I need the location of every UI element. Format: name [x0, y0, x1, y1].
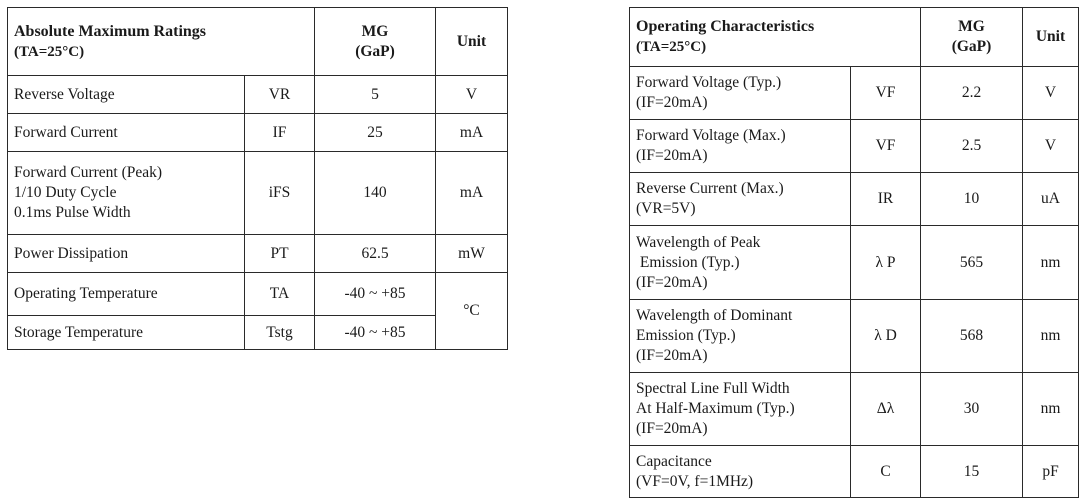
value-cell: 565 — [921, 226, 1023, 300]
table-condition: (TA=25°C) — [14, 43, 85, 60]
unit-cell: pF — [1023, 446, 1079, 498]
value-cell: 140 — [315, 152, 436, 235]
symbol-cell: Δλ — [851, 373, 921, 446]
table-title-cell — [8, 8, 315, 76]
param-cell: Forward Current (Peak) 1/10 Duty Cycle 0.1ms Pulse Width — [8, 152, 245, 235]
table-row — [630, 120, 1079, 173]
symbol-cell: VF — [851, 120, 921, 173]
unit-cell: uA — [1023, 173, 1079, 226]
unit-cell: °C — [436, 273, 508, 350]
unit-cell: mA — [436, 152, 508, 235]
operating-characteristics-table — [629, 7, 1079, 498]
unit-cell: V — [1023, 120, 1079, 173]
param-cell: Spectral Line Full Width At Half-Maximum (Typ.) (IF=20mA) — [630, 373, 851, 446]
symbol-cell: iFS — [245, 152, 315, 235]
symbol-cell: PT — [245, 235, 315, 273]
param-cell: Forward Current — [8, 114, 245, 152]
symbol-cell: C — [851, 446, 921, 498]
unit-cell: V — [1023, 67, 1079, 120]
table-condition: (TA=25°C) — [636, 39, 707, 55]
param-cell: Forward Voltage (Typ.) (IF=20mA) — [630, 67, 851, 120]
param-cell: Storage Temperature — [8, 316, 245, 350]
table-row — [8, 235, 508, 273]
table-row — [630, 446, 1079, 498]
param-cell: Capacitance (VF=0V, f=1MHz) — [630, 446, 851, 498]
table-row — [8, 273, 508, 316]
value-cell: 15 — [921, 446, 1023, 498]
param-cell: Power Dissipation — [8, 235, 245, 273]
param-cell: Reverse Current (Max.) (VR=5V) — [630, 173, 851, 226]
symbol-cell: IR — [851, 173, 921, 226]
param-cell: Wavelength of Peak Emission (Typ.) (IF=20mA) — [630, 226, 851, 300]
symbol-cell: Tstg — [245, 316, 315, 350]
symbol-cell: IF — [245, 114, 315, 152]
unit-cell: nm — [1023, 373, 1079, 446]
table-row — [8, 152, 508, 235]
mg-column-header: MG (GaP) — [921, 8, 1023, 67]
unit-cell: mW — [436, 235, 508, 273]
param-cell: Forward Voltage (Max.) (IF=20mA) — [630, 120, 851, 173]
value-cell: 2.5 — [921, 120, 1023, 173]
table-row — [630, 226, 1079, 300]
unit-column-header: Unit — [436, 8, 508, 76]
table-title: Operating Characteristics — [636, 18, 815, 35]
unit-cell: V — [436, 76, 508, 114]
value-cell: 10 — [921, 173, 1023, 226]
value-cell: 62.5 — [315, 235, 436, 273]
symbol-cell: VF — [851, 67, 921, 120]
table-header-row — [8, 8, 508, 76]
value-cell: 30 — [921, 373, 1023, 446]
param-cell: Operating Temperature — [8, 273, 245, 316]
table-title: Absolute Maximum Ratings — [14, 22, 207, 40]
table-header-row — [630, 8, 1079, 67]
table-title-cell — [630, 8, 921, 67]
mg-column-header: MG (GaP) — [315, 8, 436, 76]
unit-cell: mA — [436, 114, 508, 152]
value-cell: 2.2 — [921, 67, 1023, 120]
table-row — [8, 316, 508, 350]
table-row — [630, 300, 1079, 373]
value-cell: 25 — [315, 114, 436, 152]
unit-cell: nm — [1023, 300, 1079, 373]
table-row — [8, 114, 508, 152]
unit-cell: nm — [1023, 226, 1079, 300]
table-row — [8, 76, 508, 114]
value-cell: 5 — [315, 76, 436, 114]
table-row — [630, 173, 1079, 226]
param-cell: Wavelength of Dominant Emission (Typ.) (IF=20mA) — [630, 300, 851, 373]
symbol-cell: λ D — [851, 300, 921, 373]
symbol-cell: VR — [245, 76, 315, 114]
symbol-cell: λ P — [851, 226, 921, 300]
absolute-maximum-ratings-table — [7, 7, 508, 350]
param-cell: Reverse Voltage — [8, 76, 245, 114]
value-cell: 568 — [921, 300, 1023, 373]
table-row — [630, 373, 1079, 446]
symbol-cell: TA — [245, 273, 315, 316]
table-row — [630, 67, 1079, 120]
value-cell: -40 ~ +85 — [315, 273, 436, 316]
value-cell: -40 ~ +85 — [315, 316, 436, 350]
unit-column-header: Unit — [1023, 8, 1079, 67]
